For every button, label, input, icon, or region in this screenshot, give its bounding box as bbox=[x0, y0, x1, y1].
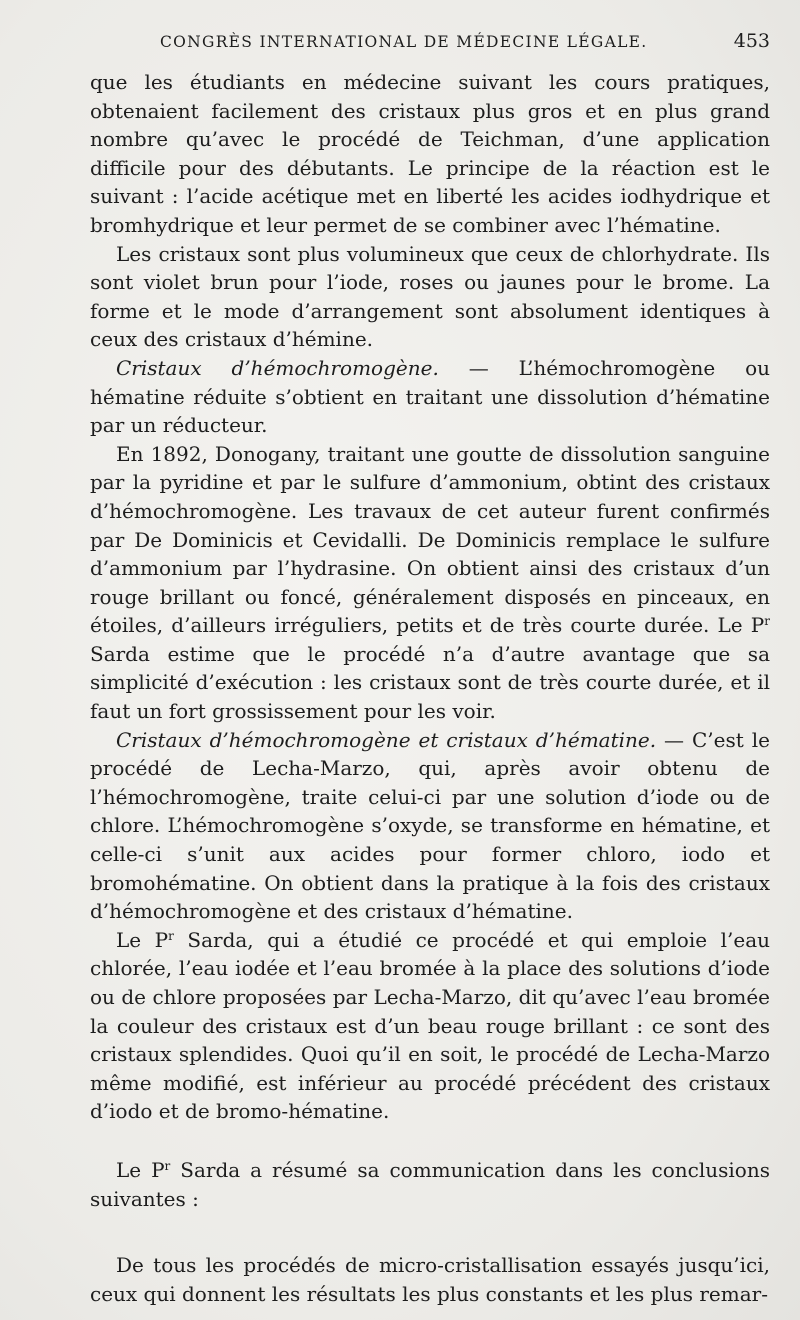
paragraph-hemochromogen bbox=[90, 354, 770, 440]
paragraph-donogany-text-b: Sarda estime que le procédé n’a d’autre avantage que sa simplicité d’exécution : les cristaux sont de très courte durée, et il faut un fort grossissement pour les voir. bbox=[90, 641, 770, 724]
running-title: CONGRÈS INTERNATIONAL DE MÉDECINE LÉGALE. bbox=[160, 33, 648, 51]
paragraph-hemochromogen-hematine-text: — C’est le procédé de Lecha-Marzo, qui, après avoir obtenu de l’hémochromogène, traite celui-ci par une solution d’iode ou de chlore. L’hémochromogène s’oxyde, se transforme en hématine, et celle-ci s’unit aux acides pour former chloro, iodo et bromohématine. On obtient dans la pratique à la fois des cristaux d’hémochromogène et des cristaux d’hématine. bbox=[90, 727, 770, 924]
paragraph-donogany bbox=[90, 440, 770, 726]
paragraph-hemochromogen-text: — L’hémochromogène ou hématine réduite s’obtient en traitant une dissolution d’hématine par un réducteur. bbox=[90, 355, 770, 438]
section-title-hemochromogen: Cristaux d’hémochromogène. bbox=[116, 355, 439, 380]
superscript-r: r bbox=[164, 1158, 171, 1173]
paragraph-conclusions-intro-text-b: Sarda a résumé sa communication dans les conclusions suivantes : bbox=[90, 1157, 770, 1211]
paragraph-donogany-text-a: En 1892, Donogany, traitant une goutte de dissolution sanguine par la pyridine et par le sulfure d’ammonium, obtint des cristaux d’hémochromogène. Les travaux de cet auteur furent confirmés par De Dominicis et Cevidalli. De Dominicis remplace le sulfure d’ammonium par l’hydrasine. On obtient ainsi des cristaux d’un rouge brillant ou foncé, généralement disposés en pinceaux, en étoiles, d’ailleurs irréguliers, petits et de très courte durée. Le P bbox=[90, 441, 770, 638]
paragraph-conclusions-intro bbox=[90, 1156, 770, 1213]
paragraph-hemochromogen-hematine bbox=[90, 726, 770, 926]
paragraph-conclusions-intro-text-a: Le P bbox=[116, 1157, 165, 1182]
page-number: 453 bbox=[733, 30, 770, 52]
paragraph-sarda-study-text-a: Le P bbox=[116, 927, 169, 952]
text-body bbox=[90, 68, 770, 1308]
superscript-r: r bbox=[168, 928, 174, 943]
paragraph-crystals-description: Les cristaux sont plus volumineux que ceux de chlorhydrate. Ils sont violet brun pour l’iode, roses ou jaunes pour le brome. La forme et le mode d’arrangement sont absolument identiques à ceux des cristaux d’hémine. bbox=[90, 241, 770, 352]
paragraph-sarda-study bbox=[90, 926, 770, 1126]
paragraph-sarda-study-text-b: Sarda, qui a étudié ce procédé et qui emploie l’eau chlorée, l’eau iodée et l’eau bromée à la place des solutions d’iode ou de chlore proposées par Lecha-Marzo, dit qu’avec l’eau bromée la couleur des cristaux est d’un beau rouge brillant : ce sont des cristaux splendides. Quoi qu’il en soit, le procédé de Lecha-Marzo même modifié, est inférieur au procédé précédent des cristaux d’iodo et de bromo-hématine. bbox=[90, 927, 770, 1124]
section-title-hemochromogen-hematine: Cristaux d’hémochromogène et cristaux d’hématine. bbox=[116, 727, 657, 752]
paragraph-continuation: que les étudiants en médecine suivant les cours pratiques, obtenaient facilement des cristaux plus gros et en plus grand nombre qu’avec le procédé de Teichman, d’une application difficile pour des débutants. Le principe de la réaction est le suivant : l’acide acétique met en liberté les acides iodhydrique et bromhydrique et leur permet de se combiner avec l’hématine. bbox=[90, 70, 770, 237]
superscript-r: r bbox=[764, 614, 770, 629]
running-header bbox=[160, 30, 770, 66]
paragraph-conclusion-first: De tous les procédés de micro-cristallisation essayés jusqu’ici, ceux qui donnent les résultats les plus constants et les plus remar- bbox=[90, 1253, 770, 1306]
